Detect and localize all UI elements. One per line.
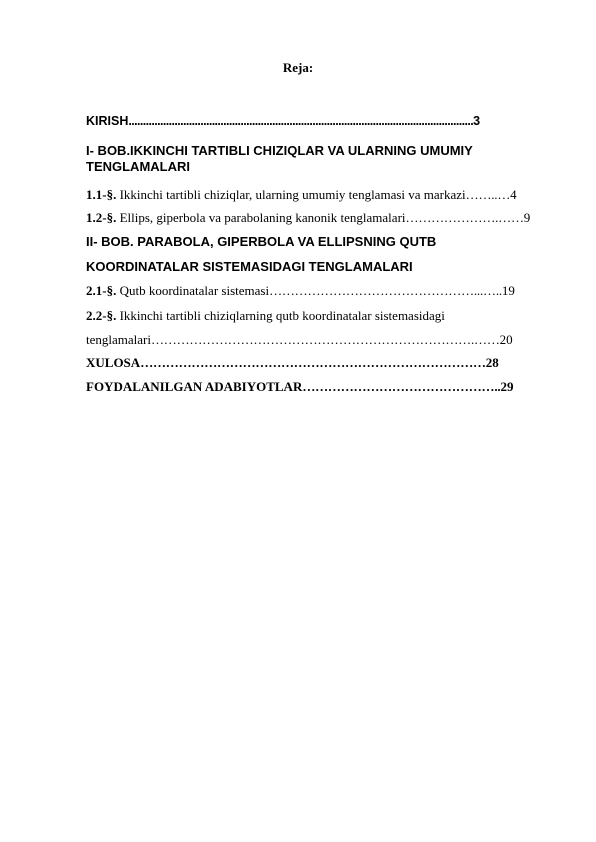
toc-dots: ………………………………………………………………….……	[150, 332, 500, 347]
toc-entry-kirish	[86, 113, 556, 129]
toc-entry-foydalanilgan-adabiyotlar	[86, 379, 556, 395]
toc-section-title-cont: tenglamalari	[86, 332, 151, 347]
toc-chapter-1-line-2: TENGLAMALARI	[86, 159, 190, 174]
toc-page: 19	[501, 283, 515, 298]
toc-chapter-1-line-1: I- BOB.IKKINCHI TARTIBLI CHIZIQLAR VA ULARNING UMUMIY	[86, 143, 473, 158]
toc-page: 9	[523, 210, 531, 225]
toc-dots: ………………………………………………………………………	[140, 355, 486, 370]
page-title: Reja:	[282, 60, 314, 75]
toc-label: KIRISH	[86, 114, 129, 128]
toc-entry-1-2	[86, 210, 556, 226]
toc-page: 4	[510, 187, 517, 202]
toc-entry-2-1	[86, 283, 556, 299]
toc-page: 28	[485, 355, 499, 370]
toc-page: 3	[473, 114, 481, 128]
toc-label: FOYDALANILGAN ADABIYOTLAR	[86, 379, 303, 394]
toc-dots: ……..…	[465, 187, 511, 202]
toc-chapter-2-line-2: KOORDINATALAR SISTEMASIDAGI TENGLAMALARI	[86, 259, 413, 274]
toc-section-number: 1.1-§.	[86, 187, 117, 202]
toc-section-number: 2.1-§.	[86, 283, 117, 298]
toc-chapter-2-line-1: II- BOB. PARABOLA, GIPERBOLA VA ELLIPSNING QUTB	[86, 234, 437, 249]
toc-page: 20	[499, 332, 513, 347]
toc-section-title: Qutb koordinatalar sistemasi	[116, 283, 270, 298]
toc-page: 29	[500, 379, 514, 394]
toc-dots: ………………………………………..	[302, 379, 501, 394]
toc-section-number: 2.2-§.	[86, 308, 117, 323]
toc-label: XULOSA	[86, 355, 141, 370]
toc-entry-xulosa	[86, 355, 556, 371]
toc-entry-2-2	[86, 308, 556, 324]
toc-entry-2-2-continued	[86, 332, 556, 348]
toc-section-number: 1.2-§.	[86, 210, 117, 225]
toc-section-title: Ikkinchi tartibli chiziqlarning qutb koordinatalar sistemasidagi	[116, 308, 445, 323]
toc-dots: ………………….……	[405, 210, 524, 225]
toc-dots: …………………………………………...…..	[269, 283, 502, 298]
toc-section-title: Ikkinchi tartibli chiziqlar, ularning umumiy tenglamasi va markazi	[116, 187, 466, 202]
toc-entry-1-1	[86, 187, 556, 203]
toc-section-title: Ellips, giperbola va parabolaning kanonik tenglamalari	[116, 210, 406, 225]
toc-dots: ........................................................................................................................	[128, 114, 474, 128]
